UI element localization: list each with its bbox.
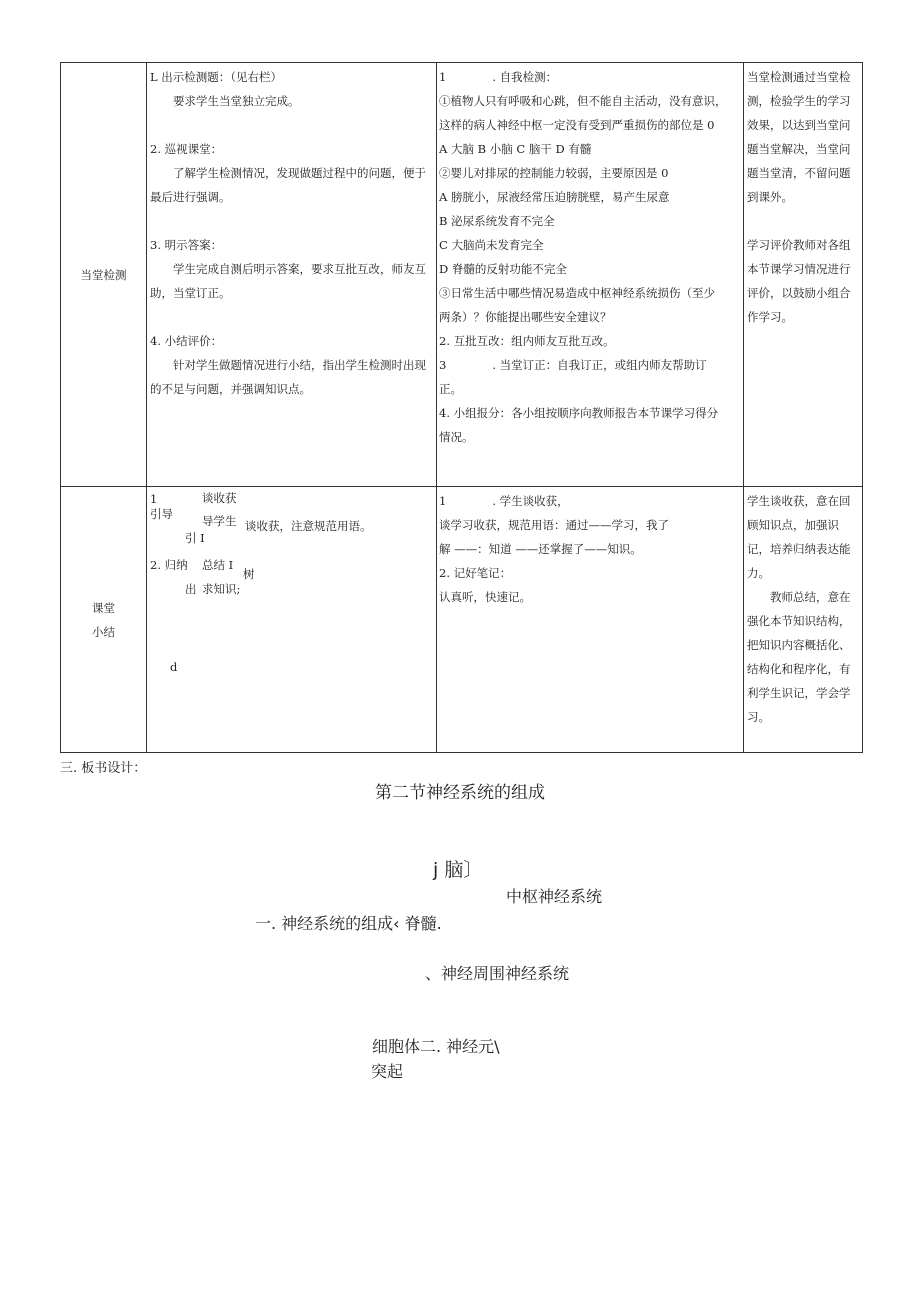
student-line: 4. 小组报分：各小组按顺序向教师报告本节课学习得分 — [439, 406, 719, 420]
board-line-neuron: 细胞体二. 神经元\ — [372, 1037, 500, 1056]
intent-text-2: 教师总结，意在强化本节知识结构，把知识内容概括化、结构化和程序化，有利学生识记，学会学习。 — [747, 590, 851, 724]
student-line: 2. 互批互改：组内师友互批互改。 — [439, 334, 615, 348]
summary-text: 树 — [243, 567, 255, 581]
intent-text-1: 学生谈收获，意在回顾知识点，加强识记，培养归纳表达能力。 — [747, 494, 851, 580]
summary-num-1: 1 — [150, 492, 158, 506]
student-line: 情况。 — [439, 430, 474, 444]
student-line: B 泌尿系统发育不完全 — [439, 214, 555, 228]
row-class-summary — [61, 487, 863, 753]
student-line: 这样的病人神经中枢一定没有受到严重损伤的部位是 0 — [439, 118, 715, 132]
summary-text: 求知识; — [202, 582, 241, 596]
student-line: 认真听，快速记。 — [439, 590, 531, 604]
row-label-class-summary — [61, 487, 147, 753]
board-line-process: 突起 — [371, 1062, 404, 1081]
student-line: 2. 记好笔记： — [439, 566, 512, 580]
board-heading: 三. 板书设计： — [60, 761, 147, 776]
summary-text: d — [170, 660, 178, 674]
summary-text: 引导 — [150, 507, 173, 521]
lesson-table — [60, 62, 863, 753]
teacher-step-2: 2. 巡视课堂： — [150, 142, 223, 156]
student-line: 1 . 学生谈收获， — [439, 494, 569, 508]
teacher-step-2-detail: 了解学生检测情况，发现做题过程中的问题，便于最后进行强调。 — [150, 166, 426, 204]
student-line: ③日常生活中哪些情况易造成中枢神经系统损伤（至少 — [439, 286, 715, 300]
summary-text: 出 — [185, 582, 197, 596]
student-activity-cell — [437, 63, 744, 487]
student-line: 1 . 自我检测： — [439, 70, 558, 84]
label-line-2: 小结 — [92, 624, 115, 639]
summary-text: 谈收获，注意规范用语。 — [245, 519, 372, 533]
board-line-composition: 一. 神经系统的组成‹ 脊髓. — [255, 914, 442, 933]
teacher-step-3-detail: 学生完成自测后明示答案，要求互批互改，师友互助，当堂订正。 — [150, 262, 426, 300]
row-class-test — [61, 63, 863, 487]
summary-text: 谈收获 — [202, 491, 237, 505]
label-text: 当堂检测 — [80, 267, 127, 282]
board-title: 第二节神经系统的组成 — [375, 783, 545, 803]
row-label-class-test — [61, 63, 147, 487]
student-line: 谈学习收获，规范用语：通过——学习，我了 — [439, 518, 669, 532]
student-line: ①植物人只有呼吸和心跳，但不能自主活动，没有意识， — [439, 94, 727, 108]
summary-num-2: 2. 归纳 — [150, 558, 188, 572]
student-line: 两条）？你能提出哪些安全建议？ — [439, 310, 612, 324]
student-line: ②婴儿对排尿的控制能力较弱，主要原因是 0 — [439, 166, 669, 180]
intent-text-1: 当堂检测通过当堂检测，检验学生的学习效果，以达到当堂问题当堂解决，当堂问题当堂清，不留问题到课外。 — [747, 70, 851, 204]
student-line: 3 . 当堂订正：自我订正，或组内师友帮助订 — [439, 358, 707, 372]
student-line: 解 ——：知道 ——还掌握了——知识。 — [439, 542, 642, 556]
teacher-step-1: L 出示检测题：（见右栏） — [150, 70, 283, 84]
summary-text: 引 I — [185, 531, 205, 545]
teacher-step-4: 4. 小结评价： — [150, 334, 223, 348]
teacher-step-3: 3. 明示答案： — [150, 238, 223, 252]
design-intent-cell — [744, 63, 863, 487]
summary-teacher-cell — [147, 487, 437, 753]
student-line: C 大脑尚未发育完全 — [439, 238, 544, 252]
label-line-1: 课堂 — [92, 600, 115, 615]
intent-text-2: 学习评价教师对各组本节课学习情况进行评价，以鼓励小组合作学习。 — [747, 238, 851, 324]
board-line-cns: 中枢神经系统 — [506, 887, 603, 906]
summary-student-cell — [437, 487, 744, 753]
student-line: D 脊髓的反射功能不完全 — [439, 262, 567, 276]
student-line: A 大脑 B 小脑 C 脑干 D 有髓 — [439, 142, 592, 156]
teacher-step-4-detail: 针对学生做题情况进行小结，指出学生检测时出现的不足与问题，并强调知识点。 — [150, 358, 426, 396]
board-line-brain: j 脑〕 — [433, 859, 483, 881]
student-line: 正。 — [439, 382, 462, 396]
student-line: A 膀胱小，尿液经常压迫膀胱壁，易产生尿意 — [439, 190, 670, 204]
summary-text: 导学生 — [202, 514, 237, 528]
teacher-step-1-detail: 要求学生当堂独立完成。 — [173, 94, 300, 108]
summary-intent-cell — [744, 487, 863, 753]
board-line-pns: 、神经周围神经系统 — [425, 964, 570, 983]
teacher-activity-cell — [147, 63, 437, 487]
summary-text: 总结 I — [202, 558, 234, 572]
